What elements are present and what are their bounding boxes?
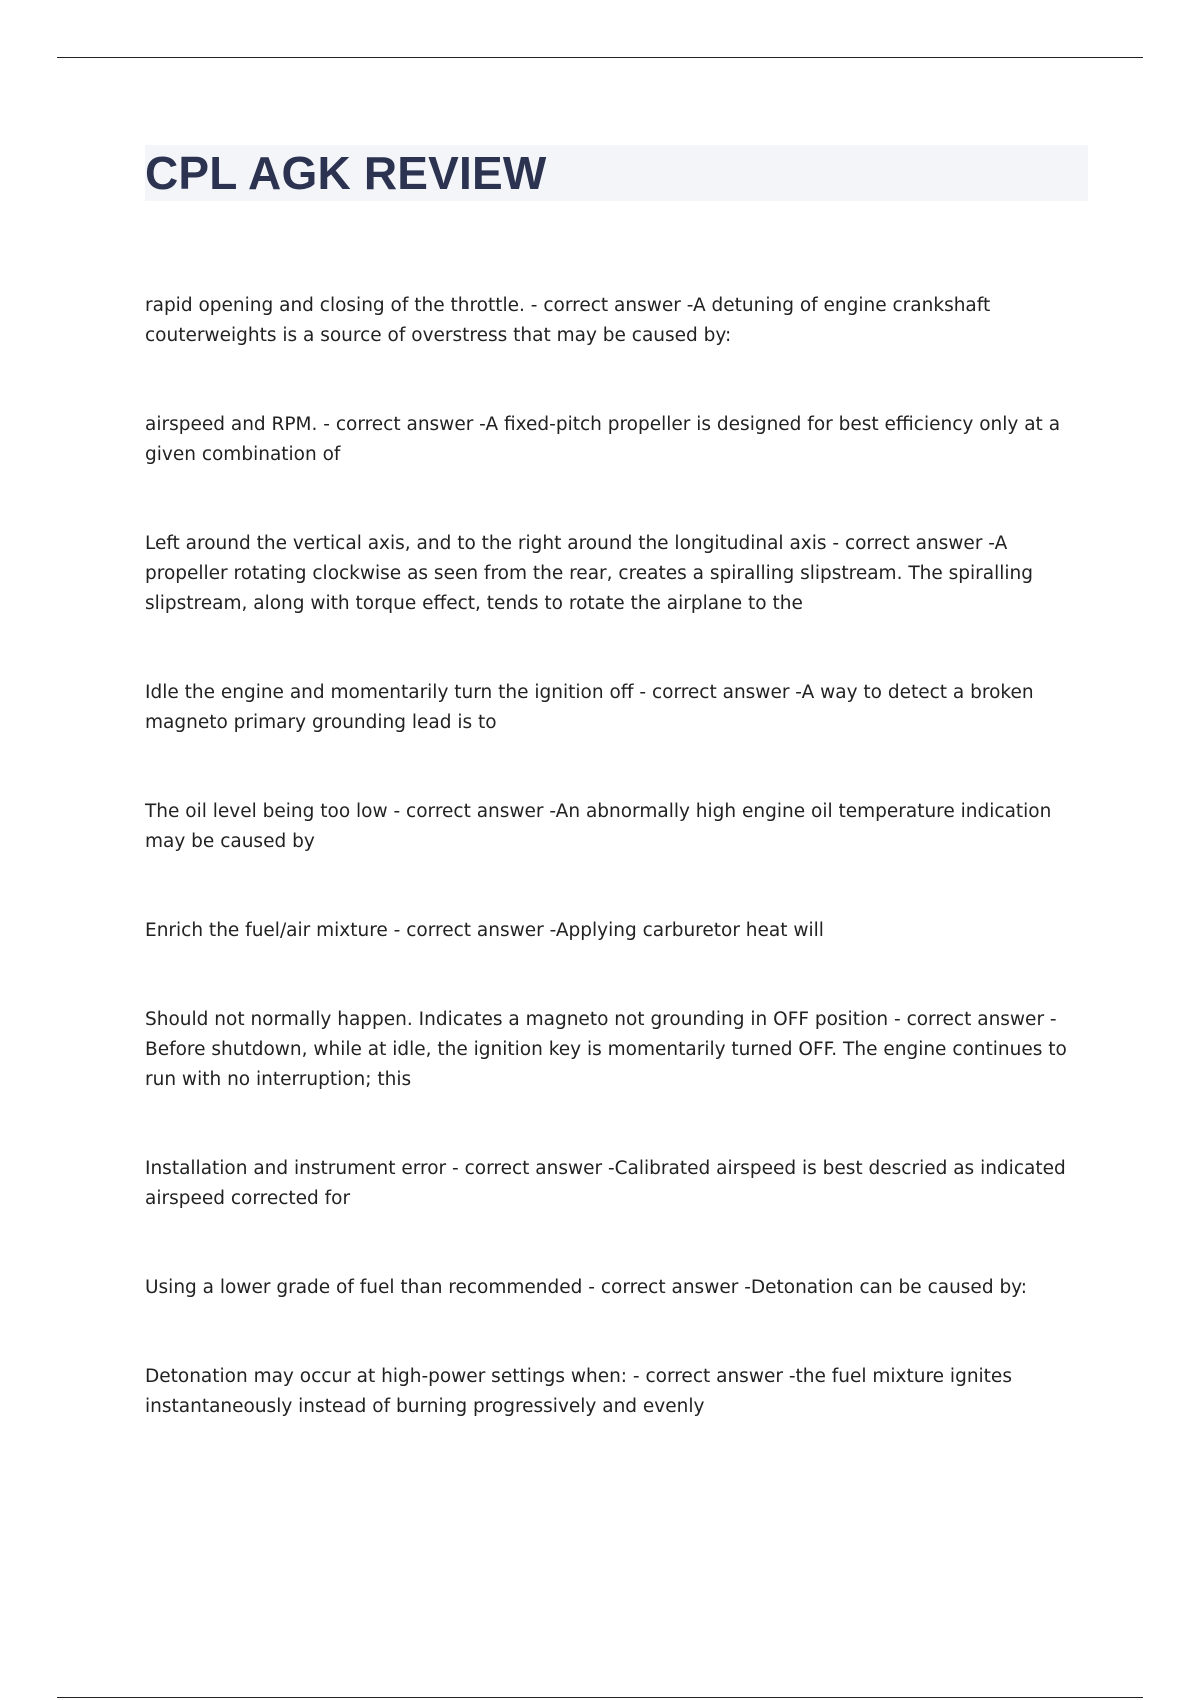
qa-item: Installation and instrument error - correct answer -Calibrated airspeed is best descried as indicated airspeed corrected for: [145, 1158, 1066, 1209]
qa-item: Idle the engine and momentarily turn the ignition off - correct answer -A way to detect a broken magneto primary grounding lead is to: [145, 682, 1034, 733]
qa-item: rapid opening and closing of the throttle. - correct answer -A detuning of engine crankshaft couterweights is a source of overstress that may be caused by:: [145, 295, 991, 346]
qa-item: Left around the vertical axis, and to the right around the longitudinal axis - correct answer -A propeller rotating clockwise as seen from the rear, creates a spiralling slipstream. The spiralling slipstream, along with torque effect, tends to rotate the airplane to the: [145, 533, 1033, 614]
qa-item: airspeed and RPM. - correct answer -A fixed-pitch propeller is designed for best efficiency only at a given combination of: [145, 414, 1061, 465]
bottom-rule: [57, 1697, 1143, 1698]
qa-item: Using a lower grade of fuel than recommended - correct answer -Detonation can be caused by:: [145, 1277, 1028, 1298]
qa-item: Should not normally happen. Indicates a magneto not grounding in OFF position - correct answer -Before shutdown, while at idle, the ignition key is momentarily turned OFF. The engine continues to run with no interruption; this: [145, 1009, 1067, 1090]
top-rule: [57, 57, 1143, 58]
qa-item: The oil level being too low - correct answer -An abnormally high engine oil temperature indication may be caused by: [145, 801, 1052, 852]
document-title: CPL AGK REVIEW: [145, 147, 547, 199]
title-band: [145, 145, 1088, 201]
qa-item: Enrich the fuel/air mixture - correct answer -Applying carburetor heat will: [145, 920, 824, 941]
qa-list: [145, 291, 1090, 1422]
qa-item: Detonation may occur at high-power settings when: - correct answer -the fuel mixture ignites instantaneously instead of burning progressively and evenly: [145, 1366, 1012, 1417]
